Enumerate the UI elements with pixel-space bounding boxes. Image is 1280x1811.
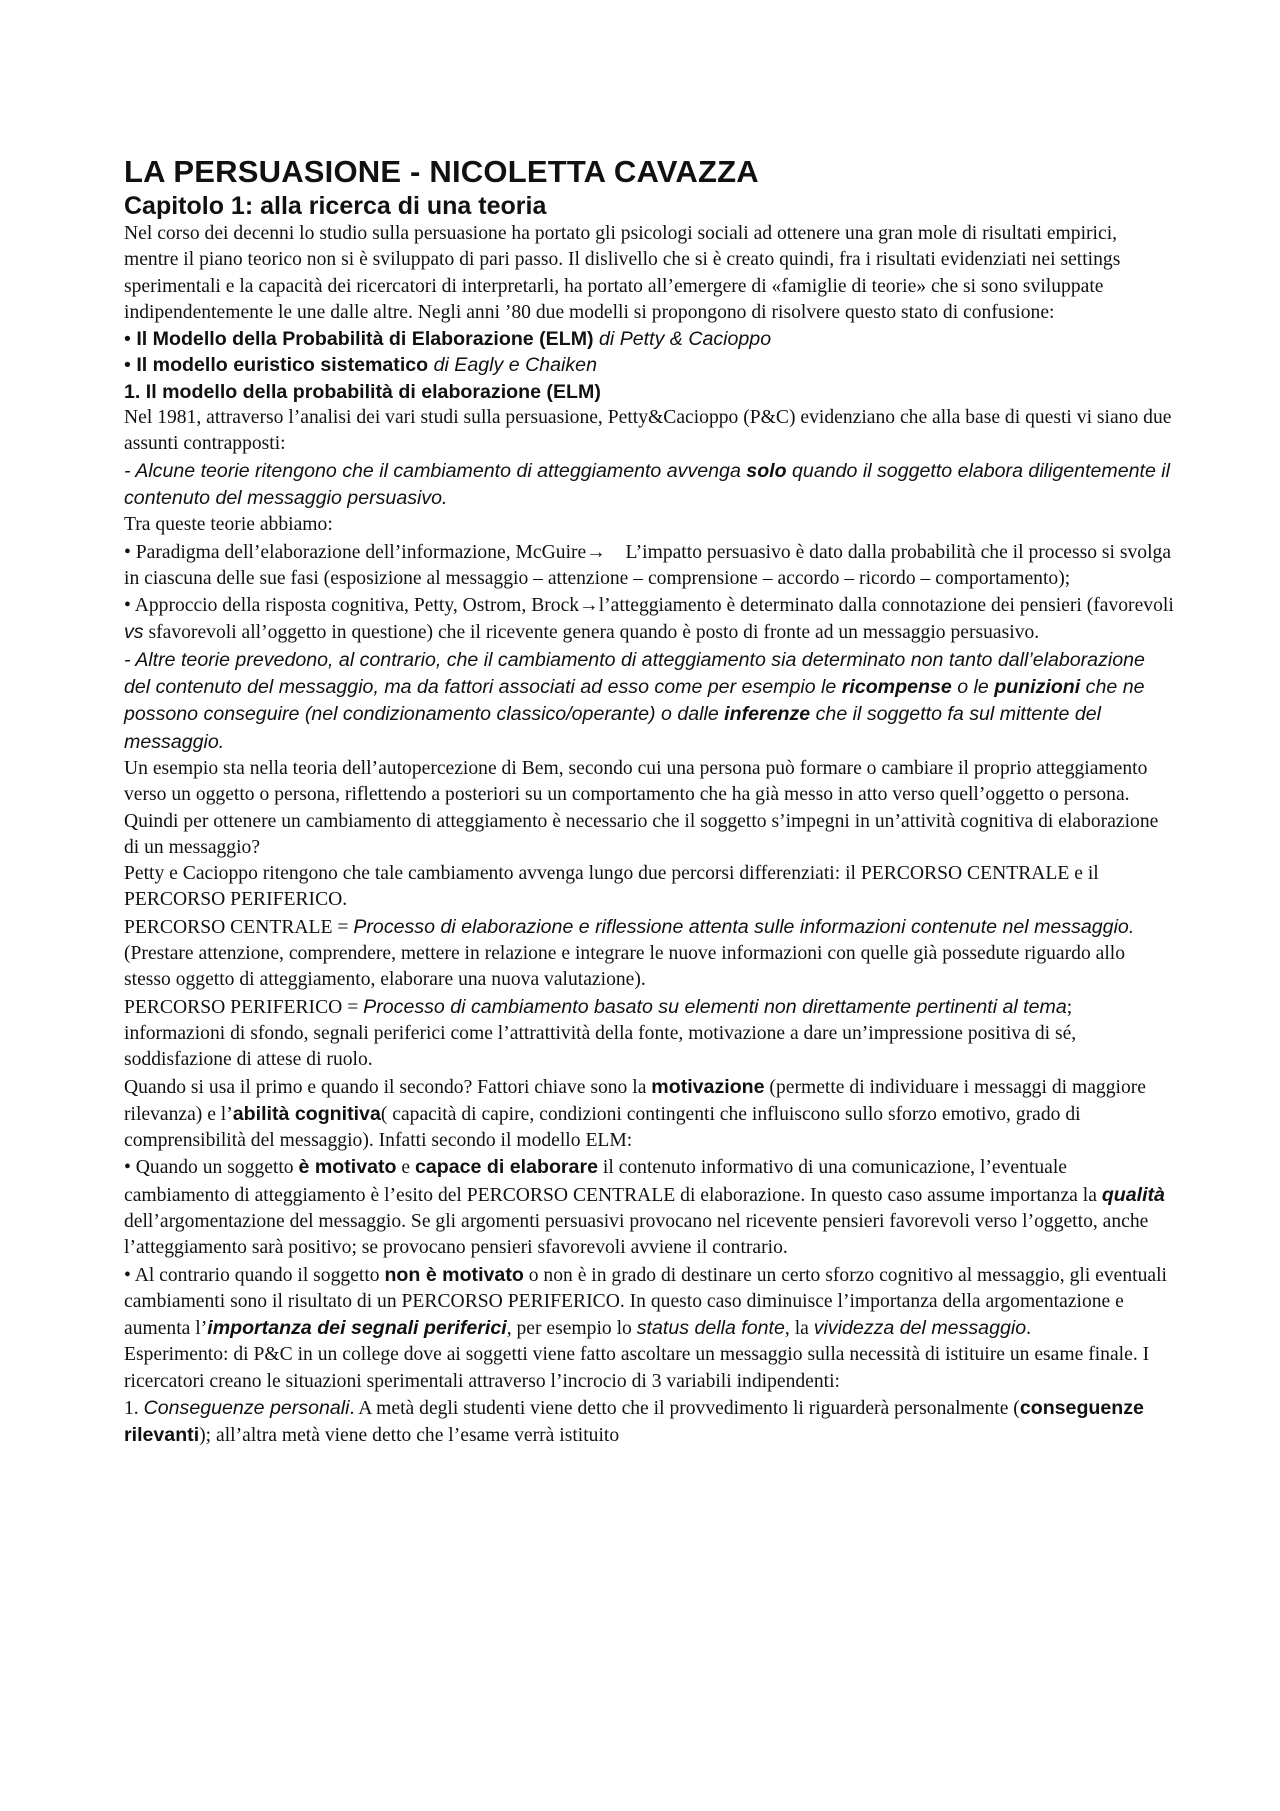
bullet-icon: •: [124, 1264, 131, 1286]
bem-paragraph: Un esempio sta nella teoria dell’autopercezione di Bem, secondo cui una persona può formare o cambiare il proprio atteggiamento verso un oggetto o persona, riflettendo a posteriori su un comportamento che ha già messo in atto verso quell’oggetto o persona.: [124, 757, 1148, 806]
italic-text: vividezza del messaggio: [813, 1317, 1027, 1340]
emphasis-text: non è motivato: [384, 1263, 524, 1286]
assumption-text: - Alcune teorie ritengono che il cambiamento di atteggiamento avvenga: [124, 459, 747, 482]
emphasis-text: importanza dei segnali periferici: [207, 1317, 507, 1340]
assumption-one: [124, 458, 1174, 513]
question-paragraph: Quindi per ottenere un cambiamento di atteggiamento è necessario che il soggetto s’impegni in un’attività cognitiva di elaborazione di un messaggio?: [124, 810, 1159, 858]
theory-text: sfavorevoli all’oggetto in questione) che il ricevente genera quando è posto di fronte ad un messaggio persuasivo.: [143, 622, 1040, 644]
section-intro-paragraph: Nel 1981, attraverso l’analisi dei vari studi sulla persuasione, Petty&Cacioppo (P&C) evidenziano che alla base di questi vi siano due assunti contrapposti:: [124, 407, 1172, 455]
peripheral-rest: ; informazioni di sfondo, segnali periferici come l’attrattività della fonte, motivazione a dare un’impressione positiva di sé, soddisfazione di attese di ruolo.: [124, 996, 1077, 1071]
italic-text: status della fonte: [636, 1317, 785, 1340]
model-name: Il Modello della Probabilità di Elaborazione (ELM): [136, 328, 594, 351]
experiment-paragraph: Esperimento: di P&C in un college dove ai soggetti viene fatto ascoltare un messaggio sulla necessità di istituire un esame finale. I ricercatori creano le situazioni sperimentali attraverso l’incrocio di 3 variabili indipendenti:: [124, 1344, 1150, 1392]
case-text: dell’argomentazione del messaggio. Se gli argomenti persuasivi provocano nel ricevente pensieri favorevoli verso l’oggetto, anche l’atteggiamento sarà positivo; se provocano pensieri sfavorevoli avviene il contrario.: [124, 1210, 1149, 1259]
variable-name: Conseguenze personali: [143, 1397, 350, 1420]
assumption-two: [124, 647, 1174, 756]
arrow-right-icon: →: [586, 540, 606, 563]
theory-item-cognitive-response: [124, 592, 1174, 647]
case-text: , per esempio lo: [506, 1318, 637, 1340]
variable-item-1: [124, 1395, 1174, 1450]
case-text: e: [396, 1157, 415, 1179]
two-paths-paragraph: Petty e Cacioppo ritengono che tale cambiamento avvenga lungo due percorsi differenziati: il PERCORSO CENTRALE e il PERCORSO PERIFERICO.: [124, 863, 1099, 911]
central-rest: (Prestare attenzione, comprendere, mettere in relazione e integrare le nuove informazioni con quelle già possedute riguardo allo stesso oggetto di atteggiamento, elaborare una nuova valutazione).: [124, 943, 1126, 991]
assumption-text: che il soggetto fa sul mittente del messaggio.: [124, 703, 1101, 753]
case-text: , la: [784, 1318, 814, 1340]
emphasis-text: inferenze: [724, 703, 811, 726]
theory-item-mcguire: [124, 539, 1174, 593]
central-label: PERCORSO CENTRALE =: [124, 916, 354, 938]
variable-text: . A metà degli studenti viene detto che il provvedimento li riguarderà personalmente (: [349, 1398, 1020, 1420]
model-authors: di Eagly e Chaiken: [433, 354, 597, 377]
case-text: o non è in grado di destinare un certo sforzo cognitivo al messaggio, gli eventuali cambiamenti sono il risultato di un PERCORSO PERIFERICO. In questo caso diminuisce l’importanza della argomentazione e aumenta l’: [124, 1264, 1167, 1340]
case-text: Al contrario quando il soggetto: [130, 1264, 385, 1286]
arrow-right-icon: →: [579, 594, 599, 617]
emphasis-text: abilità cognitiva: [232, 1102, 381, 1125]
factors-text: ( capacità di capire, condizioni contingenti che influiscono sullo sforzo emotivo, grado di comprensibilità del messaggio). Infatti secondo il modello ELM:: [124, 1103, 1081, 1152]
assumption-text: - Altre teorie prevedono, al contrario, che il cambiamento di atteggiamento sia determinato non tanto dall’elaborazione del contenuto del messaggio, ma da fattori associati ad esso come per esempio le: [124, 648, 1145, 699]
bullet-icon: •: [124, 1157, 131, 1179]
theory-text: L’impatto persuasivo è dato dalla probabilità che il processo si svolga in ciascuna delle sue fasi (esposizione al messaggio – attenzione – comprensione – accordo – ricordo – comportamento);: [124, 541, 1172, 589]
bullet-icon: •: [124, 541, 131, 563]
emphasis-text: conseguenze rilevanti: [124, 1397, 1144, 1447]
emphasis-text: ricompense: [841, 676, 952, 699]
theory-text: l’atteggiamento è determinato dalla connotazione dei pensieri (favorevoli: [598, 595, 1174, 617]
emphasis-text: è motivato: [298, 1156, 397, 1179]
emphasis-text: capace di elaborare: [415, 1156, 598, 1179]
assumption-text: che ne possono conseguire (nel condizionamento classico/operante) o dalle: [124, 676, 1145, 726]
bullet-icon: •: [124, 354, 131, 377]
chapter-heading: Capitolo 1: alla ricerca di una teoria: [124, 192, 547, 220]
case-text: .: [1026, 1318, 1032, 1340]
emphasis-text: solo: [746, 459, 787, 482]
factors-text: Quando si usa il primo e quando il secondo? Fattori chiave sono la: [124, 1076, 652, 1098]
factors-paragraph: [124, 1074, 1174, 1155]
document-page: [124, 153, 1174, 1450]
case-not-motivated: [124, 1262, 1174, 1343]
vs-text: vs: [124, 621, 144, 644]
peripheral-definition: Processo di cambiamento basato su elementi non direttamente pertinenti al tema: [363, 995, 1067, 1018]
bullet-icon: •: [124, 595, 131, 617]
case-text: Quando un soggetto: [130, 1157, 299, 1179]
assumption-text: o le: [951, 676, 995, 699]
theories-intro: Tra queste teorie abbiamo:: [124, 514, 333, 536]
model-name: Il modello euristico sistematico: [136, 354, 429, 377]
case-motivated: [124, 1154, 1174, 1261]
factors-text: (permette di individuare i messaggi di maggiore rilevanza) e l’: [124, 1076, 1146, 1125]
list-number: 1.: [124, 1398, 144, 1420]
document-title: LA PERSUASIONE - NICOLETTA CAVAZZA: [124, 154, 759, 189]
emphasis-text: motivazione: [651, 1075, 765, 1098]
variable-text: ); all’altra metà viene detto che l’esame verrà istituito: [199, 1425, 620, 1447]
peripheral-path-paragraph: [124, 994, 1174, 1074]
model-item-heuristic: [124, 352, 1174, 378]
section-heading: 1. Il modello della probabilità di elaborazione (ELM): [124, 380, 601, 403]
theory-text: Approccio della risposta cognitiva, Petty, Ostrom, Brock: [134, 595, 580, 617]
model-item-elm: [124, 326, 1174, 352]
intro-paragraph: Nel corso dei decenni lo studio sulla persuasione ha portato gli psicologi sociali ad ottenere una gran mole di risultati empirici, mentre il piano teorico non si è sviluppato di pari passo. Il dislivello che si è creato quindi, fra i risultati evidenziati nei settings sperimentali e la capacità dei ricercatori di interpretarli, ha portato all’emergere di «famiglie di teorie» che si sono sviluppate indipendentemente le une dalle altre. Negli anni ’80 due modelli si propongono di risolvere questo stato di confusione:: [124, 223, 1121, 323]
bullet-icon: •: [124, 328, 131, 351]
model-authors: di Petty & Cacioppo: [599, 328, 772, 351]
emphasis-text: punizioni: [994, 676, 1081, 699]
peripheral-label: PERCORSO PERIFERICO =: [124, 996, 364, 1018]
central-definition: Processo di elaborazione e riflessione attenta sulle informazioni contenute nel messaggio.: [353, 915, 1135, 938]
assumption-text: quando il soggetto elabora diligentemente il contenuto del messaggio persuasivo.: [124, 459, 1171, 509]
theory-text: Paradigma dell’elaborazione dell’informazione, McGuire: [135, 541, 587, 563]
emphasis-text: qualità: [1101, 1183, 1165, 1206]
case-text: il contenuto informativo di una comunicazione, l’eventuale cambiamento di atteggiamento è l’esito del PERCORSO CENTRALE di elaborazione. In questo caso assume importanza la: [124, 1157, 1102, 1206]
central-path-paragraph: [124, 914, 1174, 994]
